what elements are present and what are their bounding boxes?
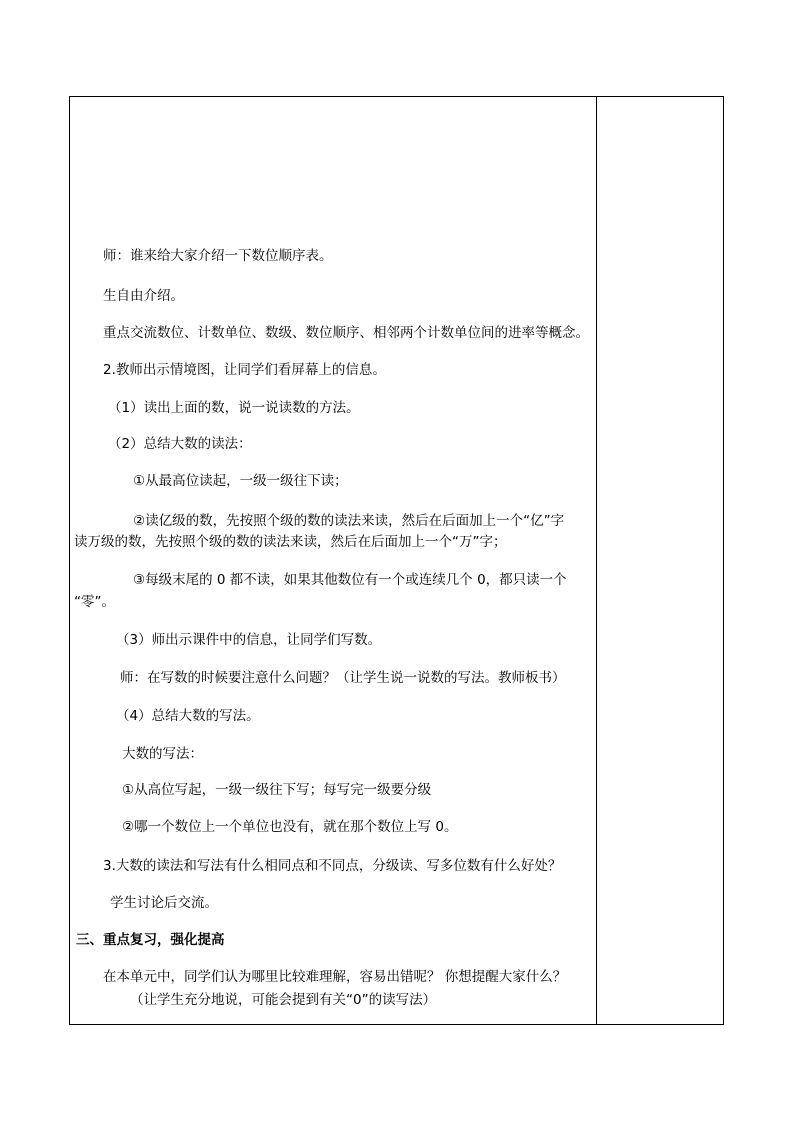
- rule-item: ①从高位写起，一级一级往下写；每写完一级要分级: [122, 782, 432, 798]
- paragraph: 学生讨论后交流。: [110, 895, 218, 911]
- column-divider: [596, 96, 597, 1025]
- dialogue-line: 生自由介绍。: [103, 288, 184, 304]
- paragraph: 在本单元中，同学们认为哪里比较难理解，容易出错呢？ 你想提醒大家什么？: [103, 969, 567, 985]
- rule-item: ①从最高位读起，一级一级往下读；: [133, 473, 348, 489]
- rule-item: ③每级末尾的 0 都不读，如果其他数位有一个或连续几个 0，都只读一个: [133, 572, 567, 588]
- dialogue-line: 师：谁来给大家介绍一下数位顺序表。: [103, 248, 333, 264]
- paragraph: 重点交流数位、计数单位、数级、数位顺序、相邻两个计数单位间的进率等概念。: [103, 325, 589, 341]
- rule-item-continuation: 读万级的数，先按照个级的数的读法来读，然后在后面加上一个“万”字；: [74, 534, 507, 550]
- dialogue-line: 师：在写数的时候要注意什么问题？（让学生说一说数的写法。教师板书）: [120, 670, 566, 686]
- sub-step: （4）总结大数的写法。: [116, 708, 260, 724]
- step-heading: 2.教师出示情境图，让同学们看屏幕上的信息。: [103, 362, 386, 378]
- rule-item: ②读亿级的数，先按照个级的数的读法来读，然后在后面加上一个“亿”字: [133, 513, 565, 529]
- lesson-plan-table: [69, 96, 724, 1025]
- paragraph: 大数的写法：: [122, 746, 203, 762]
- sub-step: （3）师出示课件中的信息，让同学们写数。: [116, 632, 382, 648]
- sub-step: （1）读出上面的数，说一说读数的方法。: [108, 400, 360, 416]
- rule-item: ②哪一个数位上一个单位也没有，就在那个数位上写 0。: [122, 819, 458, 835]
- step-heading: 3.大数的读法和写法有什么相同点和不同点，分级读、写多位数有什么好处？: [103, 858, 562, 874]
- rule-item-continuation: “零”。: [74, 594, 115, 610]
- paragraph: （让学生充分地说，可能会提到有关“0”的读写法）: [130, 992, 437, 1008]
- section-heading: 三、重点复习，强化提高: [76, 932, 225, 948]
- sub-step: （2）总结大数的读法：: [108, 436, 252, 452]
